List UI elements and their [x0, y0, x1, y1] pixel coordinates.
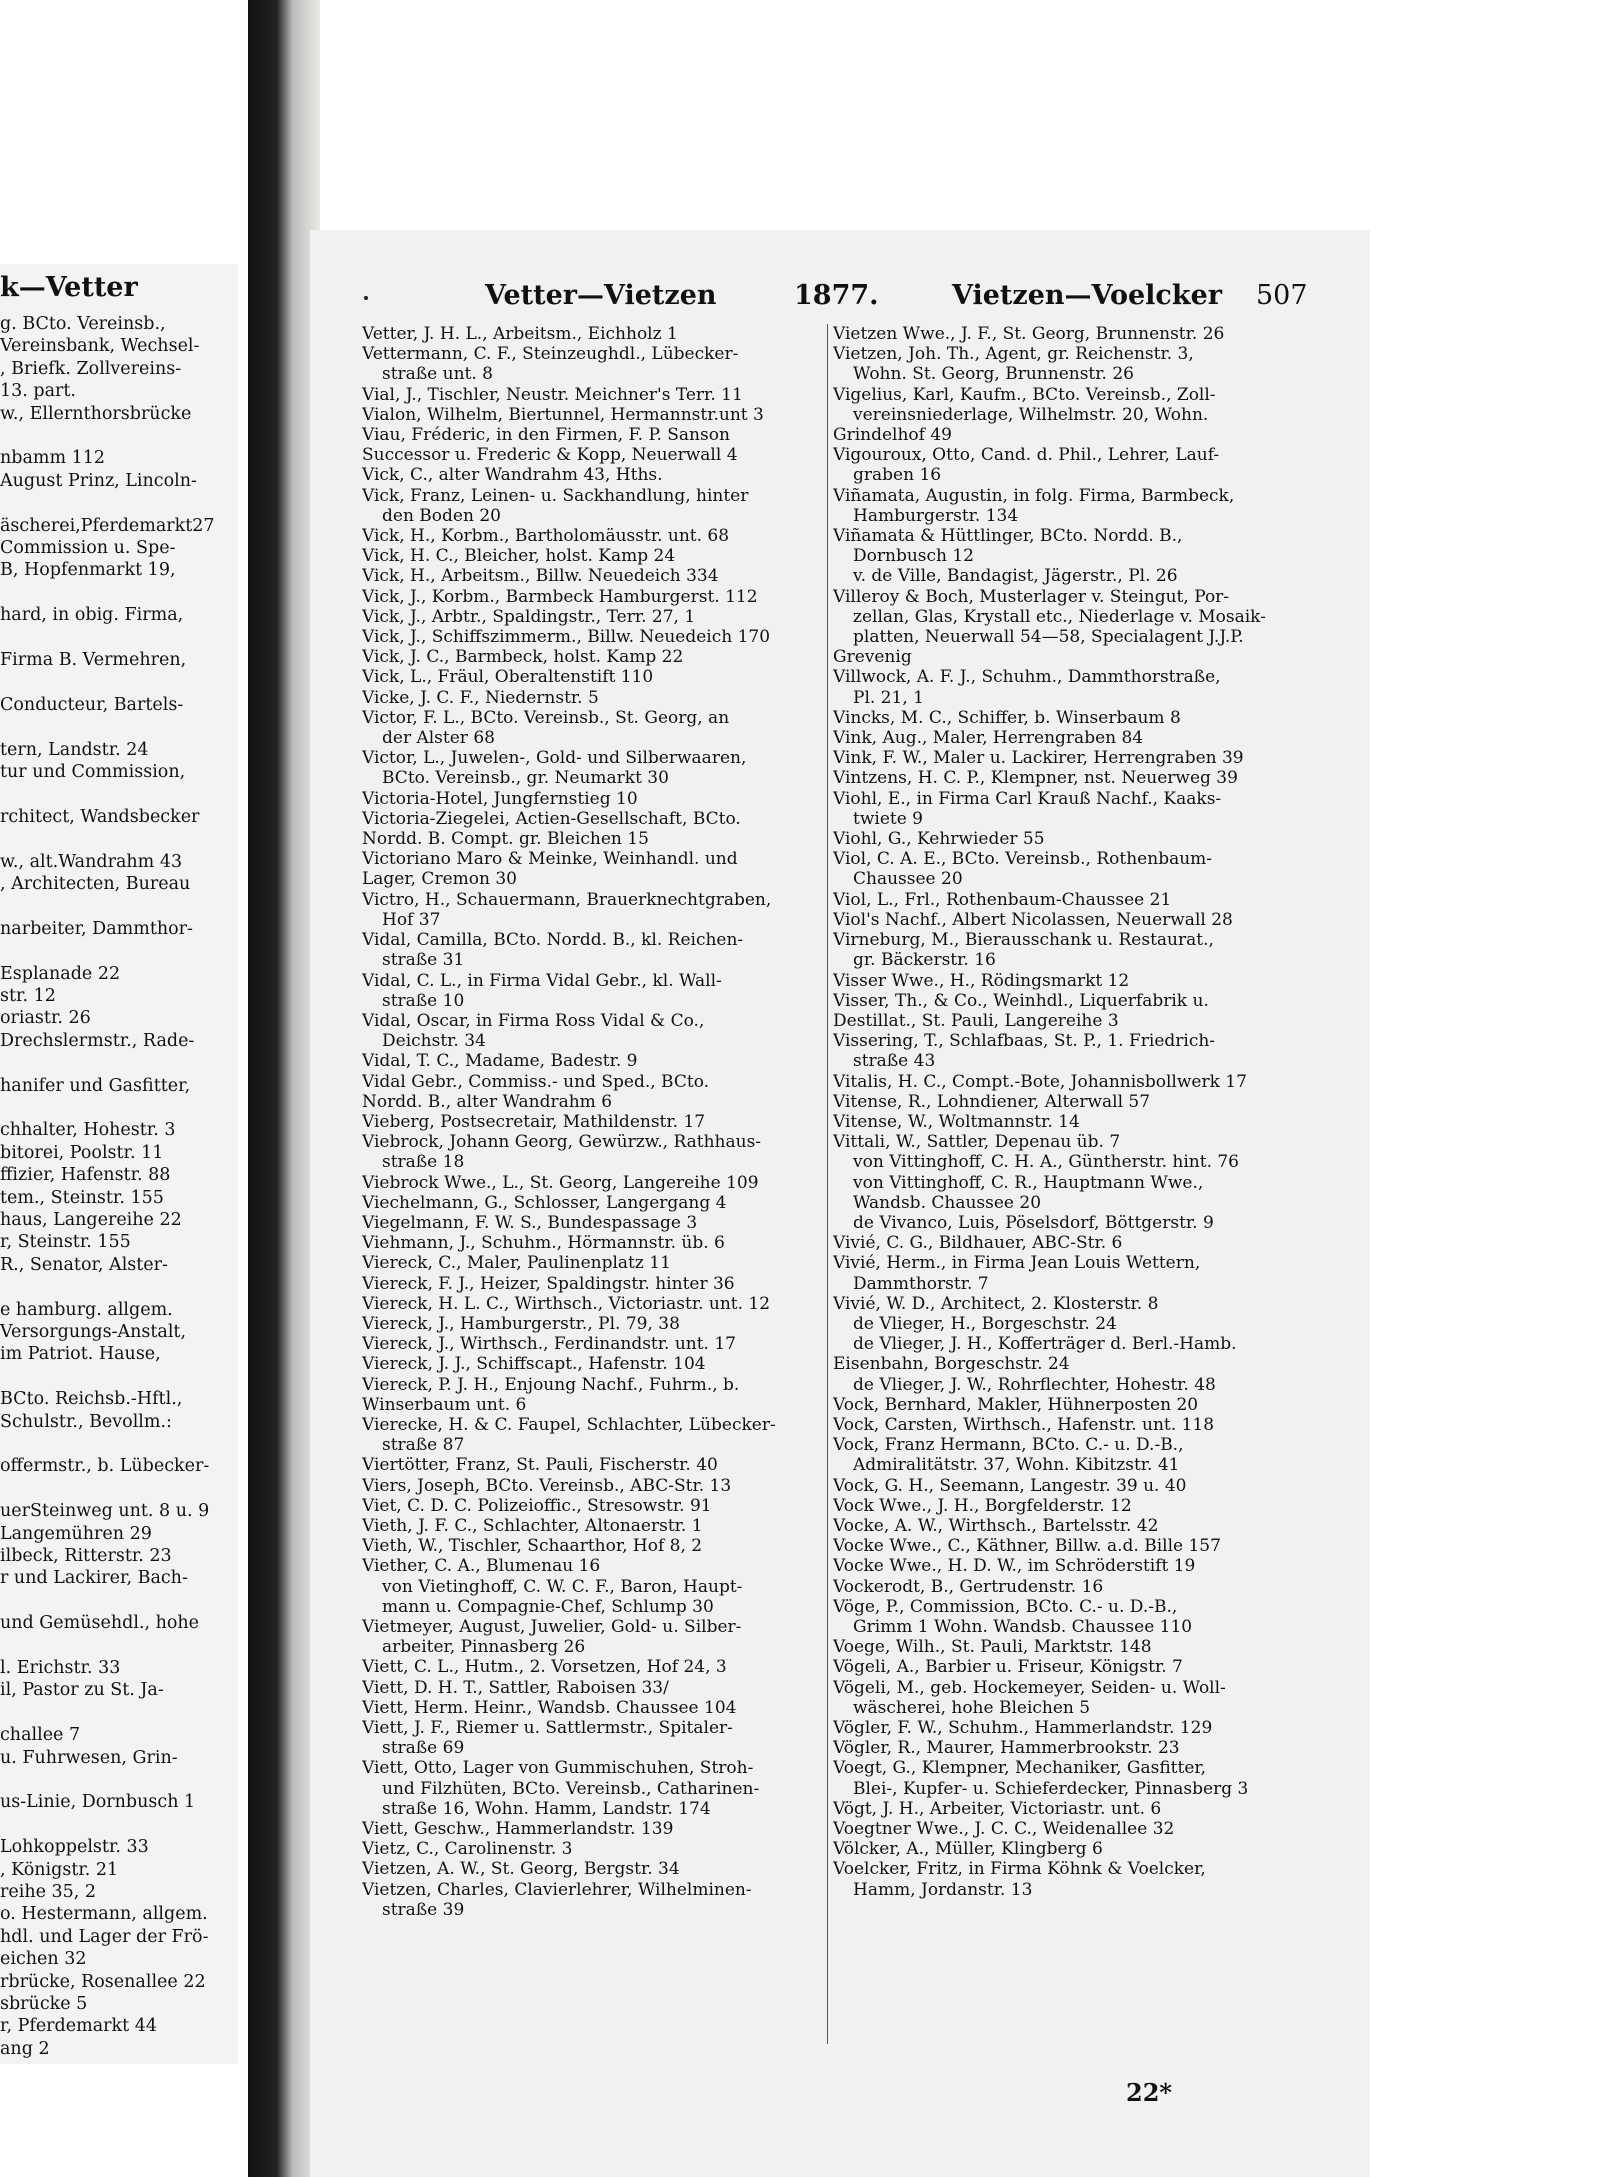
directory-entry-line: Nordd. B., alter Wandrahm 6 [362, 1091, 613, 1112]
directory-entry-line: Lager, Cremon 30 [362, 869, 517, 890]
directory-entry-line: Visser, Th., & Co., Weinhdl., Liquerfabrik u. [833, 990, 1209, 1011]
directory-entry-line: Vick, L., Fräul, Oberaltenstift 110 [362, 667, 654, 688]
directory-entry-line: zellan, Glas, Krystall etc., Niederlage v. Mosaik- [853, 606, 1266, 627]
facing-page-line: ffizier, Hafenstr. 88 [0, 1165, 171, 1186]
facing-page-line: offermstr., b. Lübecker- [0, 1456, 210, 1477]
facing-page-line: August Prinz, Lincoln- [0, 470, 197, 491]
facing-page-line: o. Hestermann, allgem. [0, 1904, 208, 1925]
directory-entry-line: Viereck, J., Hamburgerstr., Pl. 79, 38 [362, 1313, 680, 1334]
directory-entry-line: Viereck, H. L. C., Wirthsch., Victoriastr. unt. 12 [362, 1293, 771, 1314]
directory-entry-line: Vissering, T., Schlafbaas, St. P., 1. Friedrich- [833, 1031, 1216, 1052]
directory-entry-line: Viol's Nachf., Albert Nicolassen, Neuerwall 28 [833, 909, 1233, 930]
directory-entry-line: Vick, H. C., Bleicher, holst. Kamp 24 [362, 546, 676, 567]
directory-entry-line: Vetter, J. H. L., Arbeitsm., Eichholz 1 [362, 324, 678, 344]
directory-entry-line: Vick, J., Schiffszimmerm., Billw. Neuedeich 170 [362, 627, 771, 648]
directory-entry-line: Vettermann, C. F., Steinzeughdl., Lübecker- [362, 344, 739, 365]
directory-entry-line: Vick, H., Arbeitsm., Billw. Neuedeich 334 [362, 566, 719, 587]
directory-entry-line: Chaussee 20 [853, 869, 963, 890]
facing-page-line: 13. part. [0, 381, 76, 402]
facing-page-line: us-Linie, Dornbusch 1 [0, 1792, 196, 1813]
directory-entry-line: straße 18 [382, 1152, 465, 1173]
directory-entry-line: Hamm, Jordanstr. 13 [853, 1879, 1033, 1900]
facing-page-line: chhalter, Hohestr. 3 [0, 1120, 176, 1141]
directory-entry-line: Viereck, J. J., Schiffscapt., Hafenstr. 104 [362, 1354, 706, 1375]
directory-entry-line: Vock, Franz Hermann, BCto. C.- u. D.-B., [833, 1435, 1184, 1456]
directory-entry-line: Viett, D. H. T., Sattler, Raboisen 33/ [362, 1677, 669, 1698]
directory-entry-line: straße 87 [382, 1435, 465, 1456]
directory-entry-line: Viehmann, J., Schuhm., Hörmannstr. üb. 6 [362, 1233, 725, 1254]
directory-entry-line: Vick, J., Korbm., Barmbeck Hamburgerst. 112 [362, 586, 758, 607]
directory-entry-line: Viett, Herm. Heinr., Wandsb. Chaussee 104 [362, 1697, 737, 1718]
directory-entry-line: Vitense, W., Woltmannstr. 14 [833, 1111, 1080, 1132]
directory-entry-line: wäscherei, hohe Bleichen 5 [853, 1697, 1091, 1718]
facing-page-line: hard, in obig. Firma, [0, 605, 184, 626]
directory-entry-line: Vögler, F. W., Schuhm., Hammerlandstr. 129 [833, 1718, 1213, 1739]
facing-page-line: , Briefk. Zollvereins- [0, 358, 182, 379]
directory-entry-line: Vögt, J. H., Arbeiter, Victoriastr. unt. 6 [833, 1798, 1162, 1819]
directory-entry-line: Victoria-Ziegelei, Actien-Gesellschaft, BCto. [362, 808, 741, 829]
facing-page-line: r, Steinstr. 155 [0, 1232, 131, 1253]
facing-page-line: Drechslermstr., Rade- [0, 1030, 195, 1051]
directory-entry-line: Vivié, Herm., in Firma Jean Louis Wettern, [833, 1253, 1201, 1274]
facing-page-line: uerSteinweg unt. 8 u. 9 [0, 1501, 210, 1522]
directory-entry-line: Grindelhof 49 [833, 425, 952, 446]
directory-entry-line: de Vlieger, J. H., Kofferträger d. Berl.-Hamb. [853, 1334, 1237, 1355]
directory-entry-line: Viereck, P. J. H., Enjoung Nachf., Fuhrm., b. [362, 1374, 740, 1395]
directory-entry-line: Voegt, G., Klempner, Mechaniker, Gasfitter, [833, 1758, 1207, 1779]
directory-entry-line: Vick, J., Arbtr., Spaldingstr., Terr. 27, 1 [362, 606, 696, 627]
directory-entry-line: Viebrock Wwe., L., St. Georg, Langereihe 109 [362, 1172, 759, 1193]
directory-entry-line: Victor, L., Juwelen-, Gold- und Silberwaaren, [362, 748, 747, 769]
directory-entry-line: Viett, C. L., Hutm., 2. Vorsetzen, Hof 24, 3 [362, 1657, 727, 1678]
directory-entry-line: Vigelius, Karl, Kaufm., BCto. Vereinsb., Zoll- [833, 384, 1216, 405]
directory-entry-line: arbeiter, Pinnasberg 26 [382, 1637, 586, 1658]
directory-entry-line: Vietz, C., Carolinenstr. 3 [362, 1839, 573, 1860]
directory-entry-line: Virneburg, M., Bierausschank u. Restaurat., [833, 930, 1214, 951]
directory-entry-line: de Vlieger, H., Borgeschstr. 24 [853, 1313, 1117, 1334]
directory-entry-line: Vietmeyer, August, Juwelier, Gold- u. Silber- [362, 1617, 742, 1637]
directory-entry-line: Vockerodt, B., Gertrudenstr. 16 [833, 1576, 1104, 1597]
directory-entry-line: und Filzhüten, BCto. Vereinsb., Catharinen- [382, 1778, 760, 1799]
directory-entry-line: Wohn. St. Georg, Brunnenstr. 26 [853, 364, 1134, 385]
directory-entry-line: Victro, H., Schauermann, Brauerknechtgraben, [362, 889, 772, 910]
facing-page-line: e hamburg. allgem. [0, 1299, 173, 1320]
facing-page-line: eichen 32 [0, 1949, 87, 1970]
directory-entry-line: gr. Bäckerstr. 16 [853, 950, 996, 971]
directory-entry-line: Pl. 21, 1 [853, 687, 924, 708]
directory-entry-line: Vivié, W. D., Architect, 2. Klosterstr. 8 [833, 1293, 1159, 1314]
directory-entry-line: Vivié, C. G., Bildhauer, ABC-Str. 6 [833, 1233, 1123, 1254]
directory-entry-line: Viol, C. A. E., BCto. Vereinsb., Rothenbaum- [833, 849, 1213, 870]
directory-entry-line: Vocke Wwe., H. D. W., im Schröderstift 19 [833, 1556, 1196, 1577]
directory-entry-line: graben 16 [853, 465, 942, 486]
facing-page-line: BCto. Reichsb.-Hftl., [0, 1389, 183, 1410]
facing-page-line: narbeiter, Dammthor- [0, 918, 193, 939]
directory-entry-line: v. de Ville, Bandagist, Jägerstr., Pl. 26 [853, 566, 1178, 587]
directory-entry-line: Vink, F. W., Maler u. Lackirer, Herrengraben 39 [833, 748, 1244, 769]
facing-page-line: ilbeck, Ritterstr. 23 [0, 1546, 172, 1566]
directory-entry-line: Victoria-Hotel, Jungfernstieg 10 [362, 788, 638, 809]
directory-entry-line: straße 31 [382, 950, 465, 971]
directory-entry-line: Vigouroux, Otto, Cand. d. Phil., Lehrer, Lauf- [833, 445, 1220, 466]
directory-entry-line: Dammthorstr. 7 [853, 1273, 989, 1294]
directory-entry-line: Vick, J. C., Barmbeck, holst. Kamp 22 [362, 647, 684, 668]
facing-page-line: Vereinsbank, Wechsel- [0, 336, 200, 357]
directory-entry-line: straße 69 [382, 1738, 465, 1759]
directory-entry-line: Vietzen, Joh. Th., Agent, gr. Reichenstr. 3, [833, 344, 1194, 365]
directory-entry-line: Viether, C. A., Blumenau 16 [362, 1556, 601, 1577]
directory-entry-line: Vincks, M. C., Schiffer, b. Winserbaum 8 [833, 707, 1181, 728]
directory-entry-line: Viett, Otto, Lager von Gummischuhen, Stroh- [362, 1758, 754, 1779]
facing-page-line: r, Pferdemarkt 44 [0, 2016, 157, 2037]
facing-page-line: Schulstr., Bevollm.: [0, 1411, 172, 1432]
directory-entry-line: Vietzen, Charles, Clavierlehrer, Wilhelminen- [362, 1879, 752, 1900]
directory-entry-line: von Vittinghoff, C. R., Hauptmann Wwe., [853, 1172, 1204, 1193]
facing-page-line: w., Ellernthorsbrücke [0, 403, 192, 424]
facing-page-line: tur und Commission, [0, 762, 186, 782]
directory-entry-line: Vintzens, H. C. P., Klempner, nst. Neuerweg 39 [833, 768, 1238, 789]
directory-entry-line: Grimm 1 Wohn. Wandsb. Chaussee 110 [853, 1617, 1193, 1637]
directory-entry-line: Viertötter, Franz, St. Pauli, Fischerstr. 40 [362, 1455, 718, 1476]
directory-entry-line: Dornbusch 12 [853, 546, 975, 567]
directory-entry-line: Vick, C., alter Wandrahm 43, Hths. [362, 465, 663, 486]
directory-entry-line: Vittali, W., Sattler, Depenau üb. 7 [833, 1132, 1121, 1153]
directory-entry-line: twiete 9 [853, 808, 923, 829]
facing-page-line: tem., Steinstr. 155 [0, 1187, 164, 1208]
signature-mark: 22* [1126, 2078, 1172, 2107]
directory-entry-line: Viett, J. F., Riemer u. Sattlermstr., Spitaler- [362, 1718, 733, 1739]
facing-page-line: str. 12 [0, 986, 56, 1006]
facing-page-line: Langemühren 29 [0, 1523, 152, 1544]
directory-entry-line: Vieth, W., Tischler, Schaarthor, Hof 8, 2 [362, 1536, 703, 1557]
directory-entry-line: Wandsb. Chaussee 20 [853, 1192, 1042, 1213]
directory-entry-line: Vialon, Wilhelm, Biertunnel, Hermannstr.unt 3 [362, 404, 764, 425]
directory-entry-line: Blei-, Kupfer- u. Schieferdecker, Pinnasberg 3 [853, 1778, 1249, 1799]
facing-page-line: und Gemüsehdl., hohe [0, 1613, 200, 1634]
directory-entry-line: Vidal, C. L., in Firma Vidal Gebr., kl. Wall- [362, 970, 722, 991]
directory-entry-line: Admiralitätstr. 37, Wohn. Kibitzstr. 41 [853, 1455, 1180, 1476]
directory-entry-line: straße 16, Wohn. Hamm, Landstr. 174 [382, 1798, 711, 1819]
directory-entry-line: Vietzen Wwe., J. F., St. Georg, Brunnenstr. 26 [833, 324, 1225, 344]
facing-page-line: reihe 35, 2 [0, 1882, 97, 1902]
directory-entry-line: Viegelmann, F. W. S., Bundespassage 3 [362, 1212, 698, 1233]
column-rule [827, 324, 828, 2044]
directory-entry-line: de Vivanco, Luis, Pöselsdorf, Böttgerstr. 9 [853, 1212, 1214, 1233]
running-head-year: 1877. [794, 280, 879, 311]
facing-page-line: u. Fuhrwesen, Grin- [0, 1747, 178, 1768]
directory-entry-line: von Vietinghoff, C. W. C. F., Baron, Haupt- [382, 1576, 743, 1597]
directory-entry-line: Vitalis, H. C., Compt.-Bote, Johannisbollwerk 17 [833, 1071, 1247, 1092]
directory-entry-line: der Alster 68 [382, 728, 495, 749]
directory-entry-line: Nordd. B. Compt. gr. Bleichen 15 [362, 829, 649, 850]
facing-page-line: rbrücke, Rosenallee 22 [0, 1971, 206, 1992]
directory-entry-line: Vock, Carsten, Wirthsch., Hafenstr. unt. 118 [833, 1414, 1215, 1435]
facing-page-line: Lohkoppelstr. 33 [0, 1837, 149, 1858]
directory-entry-line: Vögeli, A., Barbier u. Friseur, Königstr. 7 [833, 1657, 1183, 1678]
directory-entry-line: Völcker, A., Müller, Klingberg 6 [833, 1839, 1103, 1860]
directory-entry-line: Viebrock, Johann Georg, Gewürzw., Rathhaus- [362, 1132, 762, 1153]
directory-entry-line: straße 10 [382, 990, 465, 1011]
directory-entry-line: Voegtner Wwe., J. C. C., Weidenallee 32 [833, 1819, 1175, 1840]
facing-page-fragment [0, 264, 238, 2064]
facing-page-line: nbamm 112 [0, 448, 106, 469]
directory-entry-line: Viett, Geschw., Hammerlandstr. 139 [362, 1819, 674, 1840]
directory-entry-line: von Vittinghoff, C. H. A., Güntherstr. hint. 76 [853, 1152, 1240, 1173]
facing-page-line: hdl. und Lager der Frö- [0, 1926, 209, 1947]
running-head-left: Vetter—Vietzen [485, 280, 717, 311]
directory-entry-line: BCto. Vereinsb., gr. Neumarkt 30 [382, 768, 669, 789]
directory-entry-line: platten, Neuerwall 54—58, Specialagent J.J.P. [853, 627, 1244, 648]
facing-page-line: sbrücke 5 [0, 1994, 88, 2014]
facing-page-line: äscherei,Pferdemarkt27 [0, 515, 215, 536]
facing-page-line: il, Pastor zu St. Ja- [0, 1680, 164, 1701]
directory-entry-line: Viereck, C., Maler, Paulinenplatz 11 [362, 1253, 671, 1274]
directory-entry-line: Successor u. Frederic & Kopp, Neuerwall 4 [362, 445, 738, 466]
directory-entry-line: Vock Wwe., J. H., Borgfelderstr. 12 [833, 1495, 1132, 1516]
facing-page-line: Esplanade 22 [0, 963, 121, 984]
directory-entry-line: Eisenbahn, Borgeschstr. 24 [833, 1354, 1070, 1375]
directory-column-left [362, 324, 830, 1920]
directory-entry-line: Viechelmann, G., Schlosser, Langergang 4 [362, 1192, 727, 1213]
directory-entry-line: Vock, Bernhard, Makler, Hühnerposten 20 [833, 1394, 1199, 1415]
facing-page-line: challee 7 [0, 1725, 81, 1746]
directory-entry-line: Viohl, E., in Firma Carl Krauß Nachf., Kaaks- [833, 788, 1222, 809]
directory-entry-line: Vidal, Camilla, BCto. Nordd. B., kl. Reichen- [362, 930, 744, 951]
directory-entry-line: straße unt. 8 [382, 364, 493, 385]
directory-entry-line: Vocke Wwe., C., Käthner, Billw. a.d. Bille 157 [833, 1536, 1221, 1557]
facing-page-line: haus, Langereihe 22 [0, 1210, 182, 1230]
directory-entry-line: Vöge, P., Commission, BCto. C.- u. D.-B., [833, 1596, 1178, 1617]
directory-entry-line: Vick, H., Korbm., Bartholomäusstr. unt. 68 [362, 526, 730, 547]
directory-entry-line: straße 43 [853, 1051, 936, 1072]
facing-page-line: oriastr. 26 [0, 1008, 91, 1029]
directory-entry-line: Villwock, A. F. J., Schuhm., Dammthorstraße, [833, 667, 1221, 688]
facing-page-line: tern, Landstr. 24 [0, 739, 149, 760]
directory-entry-line: Viau, Fréderic, in den Firmen, F. P. Sanson [362, 425, 730, 446]
facing-page-line: R., Senator, Alster- [0, 1254, 168, 1275]
directory-entry-line: Viereck, J., Wirthsch., Ferdinandstr. unt. 17 [362, 1334, 736, 1355]
directory-entry-line: Hamburgerstr. 134 [853, 505, 1019, 526]
directory-entry-line: Viereck, F. J., Heizer, Spaldingstr. hinter 36 [362, 1273, 735, 1294]
directory-entry-line: Voege, Wilh., St. Pauli, Marktstr. 148 [833, 1637, 1152, 1658]
page-number: 507 [1256, 280, 1308, 311]
directory-entry-line: Viol, L., Frl., Rothenbaum-Chaussee 21 [833, 889, 1172, 910]
directory-entry-line: Villeroy & Boch, Musterlager v. Steingut, Por- [833, 586, 1230, 607]
directory-entry-line: Vock, G. H., Seemann, Langestr. 39 u. 40 [833, 1475, 1187, 1496]
directory-entry-line: Vietzen, A. W., St. Georg, Bergstr. 34 [362, 1859, 680, 1880]
facing-page-line: w., alt.Wandrahm 43 [0, 851, 183, 872]
directory-entry-line: Viohl, G., Kehrwieder 55 [833, 829, 1045, 850]
facing-page-line: , Königstr. 21 [0, 1859, 119, 1880]
facing-page-line: , Architecten, Bureau [0, 874, 191, 894]
directory-entry-line: Visser Wwe., H., Rödingsmarkt 12 [833, 970, 1130, 991]
directory-entry-line: Viers, Joseph, BCto. Vereinsb., ABC-Str. 13 [362, 1475, 732, 1496]
directory-entry-line: Vitense, R., Lohndiener, Alterwall 57 [833, 1091, 1151, 1112]
facing-page-line: rchitect, Wandsbecker [0, 806, 200, 827]
directory-entry-line: Vidal, Oscar, in Firma Ross Vidal & Co., [362, 1010, 705, 1031]
header-dot [364, 296, 368, 300]
directory-entry-line: Hof 37 [382, 909, 441, 930]
directory-entry-line: Vick, Franz, Leinen- u. Sackhandlung, hinter [362, 485, 749, 506]
facing-page-line: bitorei, Poolstr. 11 [0, 1142, 164, 1163]
directory-entry-line: Viet, C. D. C. Polizeioffic., Stresowstr. 91 [362, 1495, 712, 1516]
directory-entry-line: Vial, J., Tischler, Neustr. Meichner's Terr. 11 [362, 384, 743, 405]
facing-page-line: Commission u. Spe- [0, 538, 176, 558]
facing-page-line: l. Erichstr. 33 [0, 1658, 121, 1678]
directory-entry-line: de Vlieger, J. W., Rohrflechter, Hohestr. 48 [853, 1374, 1216, 1395]
facing-page-line: Conducteur, Bartels- [0, 694, 184, 715]
directory-entry-line: Victoriano Maro & Meinke, Weinhandl. und [362, 849, 738, 870]
directory-entry-line: Vierecke, H. & C. Faupel, Schlachter, Lübecker- [362, 1414, 776, 1435]
directory-entry-line: Destillat., St. Pauli, Langereihe 3 [833, 1010, 1119, 1031]
directory-entry-line: Viñamata & Hüttlinger, BCto. Nordd. B., [833, 526, 1183, 547]
directory-entry-line: Vidal, T. C., Madame, Badestr. 9 [362, 1051, 638, 1072]
directory-entry-line: Vögler, R., Maurer, Hammerbrookstr. 23 [833, 1738, 1180, 1759]
directory-entry-line: Vieth, J. F. C., Schlachter, Altonaerstr. 1 [362, 1515, 703, 1536]
directory-entry-line: den Boden 20 [382, 505, 501, 526]
directory-entry-line: Winserbaum unt. 6 [362, 1394, 527, 1415]
directory-entry-line: vereinsniederlage, Wilhelmstr. 20, Wohn. [853, 404, 1209, 425]
directory-entry-line: Deichstr. 34 [382, 1031, 486, 1052]
facing-page-header: k—Vetter [0, 272, 138, 303]
facing-page-line: r und Lackirer, Bach- [0, 1568, 188, 1589]
directory-column-right [833, 324, 1301, 1900]
directory-entry-line: Vögeli, M., geb. Hockemeyer, Seiden- u. Woll- [833, 1677, 1226, 1698]
facing-page-line: ang 2 [0, 2038, 50, 2059]
facing-page-line: B, Hopfenmarkt 19, [0, 560, 176, 581]
facing-page-line: Versorgungs-Anstalt, [0, 1322, 187, 1342]
facing-page-line: Firma B. Vermehren, [0, 650, 187, 670]
directory-entry-line: Vidal Gebr., Commiss.- und Sped., BCto. [362, 1071, 710, 1092]
facing-page-line: hanifer und Gasfitter, [0, 1075, 191, 1096]
facing-page-line: g. BCto. Vereinsb., [0, 314, 166, 334]
directory-entry-line: Vieberg, Postsecretair, Mathildenstr. 17 [362, 1111, 706, 1132]
directory-entry-line: Vink, Aug., Maler, Herrengraben 84 [833, 728, 1144, 749]
directory-entry-line: Grevenig [833, 647, 912, 668]
directory-entry-line: mann u. Compagnie-Chef, Schlump 30 [382, 1596, 714, 1617]
directory-entry-line: Voelcker, Fritz, in Firma Köhnk & Voelcker, [833, 1859, 1206, 1880]
directory-entry-line: straße 39 [382, 1899, 465, 1920]
running-head-right: Vietzen—Voelcker [952, 280, 1222, 311]
directory-entry-line: Victor, F. L., BCto. Vereinsb., St. Georg, an [362, 707, 730, 728]
directory-entry-line: Viñamata, Augustin, in folg. Firma, Barmbeck, [833, 485, 1235, 506]
directory-entry-line: Vicke, J. C. F., Niedernstr. 5 [362, 687, 599, 708]
facing-page-line: im Patriot. Hause, [0, 1344, 161, 1365]
directory-entry-line: Vocke, A. W., Wirthsch., Bartelsstr. 42 [833, 1515, 1159, 1536]
